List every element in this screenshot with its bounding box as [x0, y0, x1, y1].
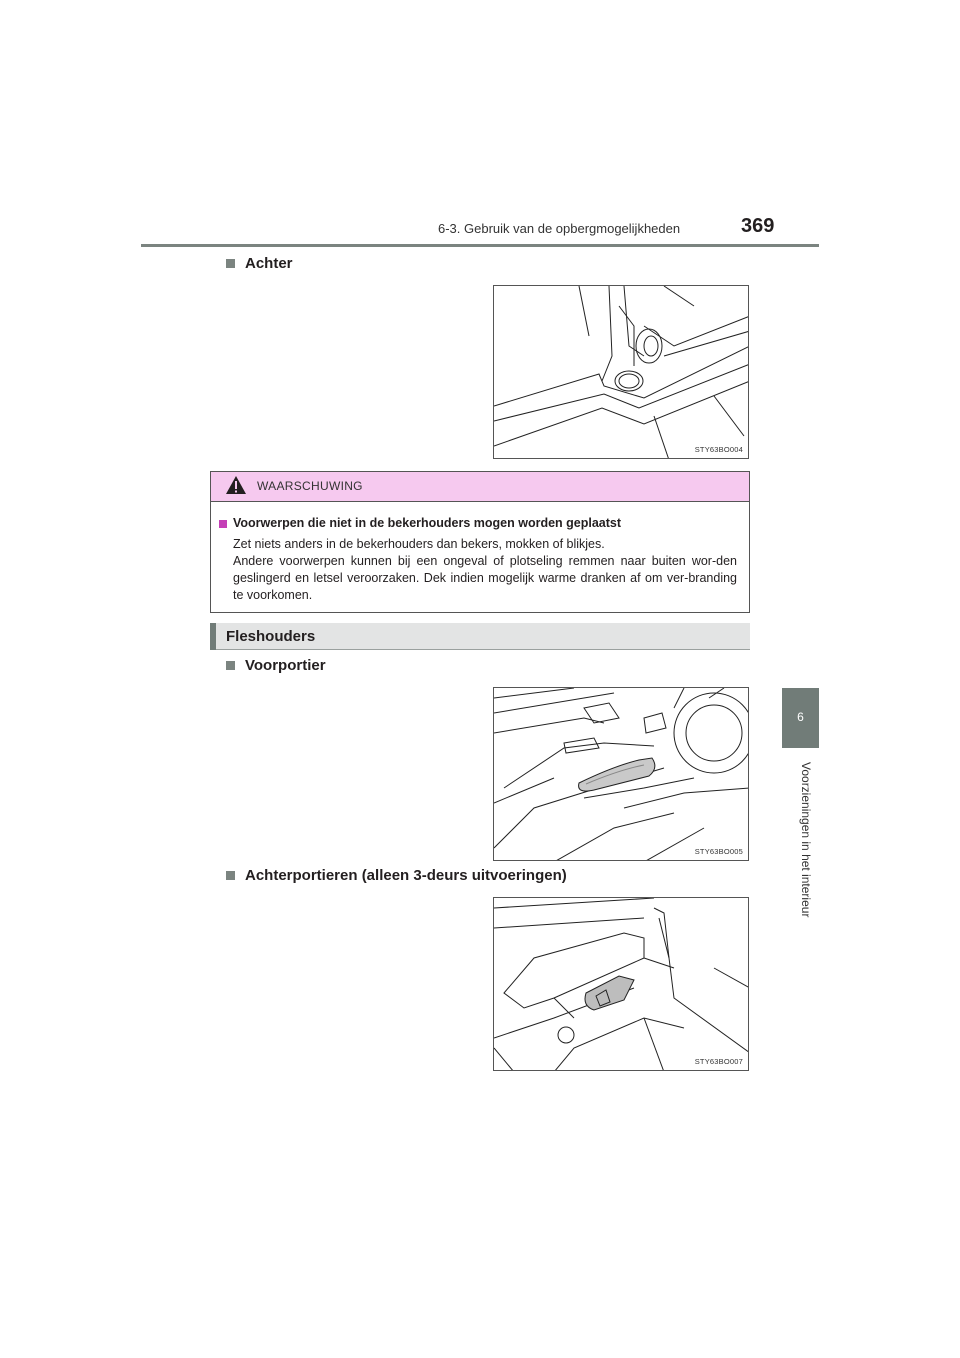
chapter-title: Voorzieningen in het interieur	[799, 762, 813, 918]
page-number: 369	[741, 215, 775, 237]
warning-text: Zet niets anders in de bekerhouders dan bekers, mokken of blikjes. Andere voorwerpen kunnen bij een ongeval of plotseling remmen naar buiten wor-den geslingerd en letsel veroorzaken. Dek indien mogelijk warme dranken af om ver-branding te voorkomen.	[233, 537, 737, 602]
subheading-rear	[226, 255, 293, 272]
front-door-bottle-holder-illustration	[494, 688, 749, 861]
header-section-title: 6-3. Gebruik van de opbergmogelijkheden	[438, 221, 681, 236]
figure-rear-caption: STY63BO004	[694, 445, 743, 454]
figure-front-door-caption: STY63BO005	[694, 847, 743, 856]
chapter-number: 6	[797, 710, 804, 724]
heading-bullet-icon	[226, 661, 235, 670]
figure-front-door-bottle-holder	[493, 687, 749, 861]
subheading-front-door	[226, 657, 326, 674]
figure-rear-doors-bottle-holder	[493, 897, 749, 1071]
figure-rear-doors-caption: STY63BO007	[694, 1057, 743, 1066]
rear-cup-holder-illustration	[494, 286, 749, 459]
subheading-rear-label: Achter	[245, 255, 293, 272]
subheading-front-door-label: Voorportier	[245, 657, 326, 674]
warning-bullet-icon	[219, 520, 227, 528]
subheading-rear-doors-label: Achterportieren (alleen 3-deurs uitvoeringen)	[245, 867, 567, 884]
heading-bullet-icon	[226, 259, 235, 268]
warning-title: WAARSCHUWING	[257, 479, 363, 493]
heading-bullet-icon	[226, 871, 235, 880]
warning-header	[211, 472, 749, 502]
warning-item-heading	[219, 515, 737, 532]
header-rule	[141, 244, 819, 247]
section-bar-bottle-holders	[210, 623, 750, 650]
section-title: Fleshouders	[226, 628, 316, 645]
warning-body	[211, 502, 749, 604]
rear-doors-bottle-holder-illustration	[494, 898, 749, 1071]
subheading-rear-doors	[226, 867, 567, 884]
section-bar-accent	[210, 623, 216, 650]
warning-item-heading-text: Voorwerpen die niet in de bekerhouders mogen worden geplaatst	[233, 516, 622, 530]
warning-box	[210, 471, 750, 613]
warning-triangle-icon	[225, 475, 247, 495]
figure-rear-cup-holder	[493, 285, 749, 459]
